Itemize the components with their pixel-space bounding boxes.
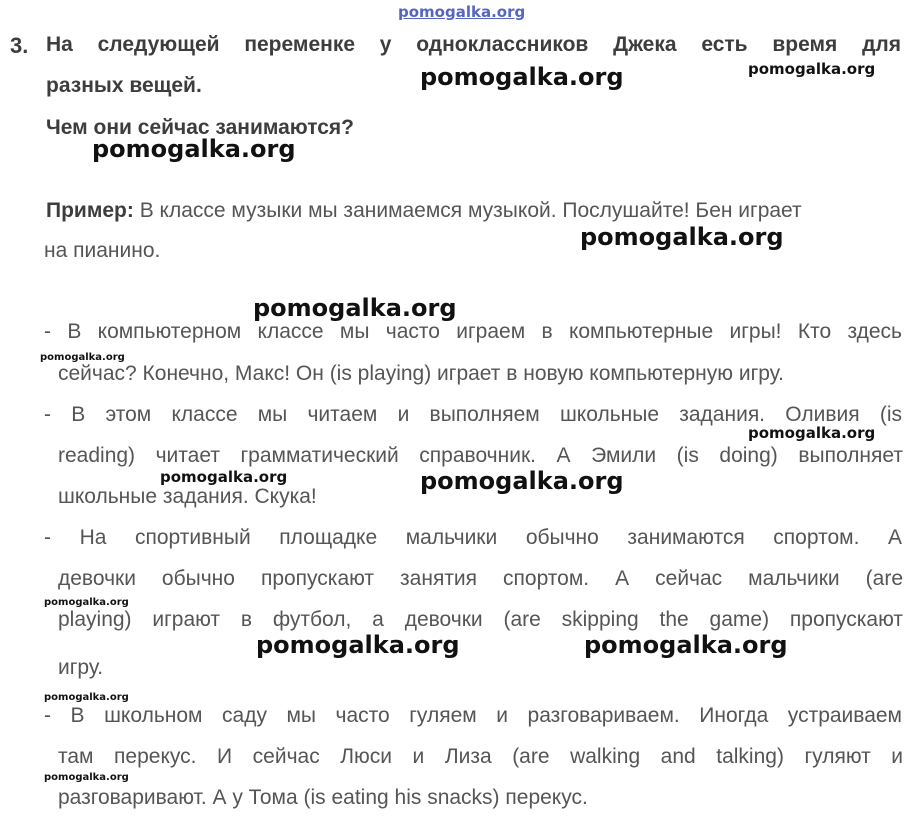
example-text: В классе музыки мы занимаемся музыкой. Послушайте! Бен играет [133, 199, 802, 222]
watermark: pomogalka.org [580, 223, 784, 251]
example-line-1 [46, 199, 802, 223]
watermark: pomogalka.org [584, 631, 788, 659]
watermark: pomogalka.org [44, 772, 129, 783]
example-label: Пример: [46, 199, 134, 222]
watermark-top: pomogalka.org [398, 3, 526, 21]
paragraph-3-line-4: игру. [58, 656, 104, 679]
task-text-line-2: разных вещей. [46, 74, 202, 97]
watermark: pomogalka.org [748, 60, 876, 78]
watermark: pomogalka.org [748, 424, 876, 442]
paragraph-3-line-2: девочки обычно пропускают занятия спортом. А сейчас мальчики (are [58, 567, 903, 590]
paragraph-2-line-2: reading) читает грамматический справочник. А Эмили (is doing) выполняет [58, 444, 903, 467]
paragraph-4-line-1: - В школьном саду мы часто гуляем и разговариваем. Иногда устраиваем [44, 704, 902, 727]
paragraph-1-line-2: сейчас? Конечно, Макс! Он (is playing) играет в новую компьютерную игру. [58, 362, 784, 385]
paragraph-2-line-3: школьные задания. Скука! [58, 485, 317, 508]
watermark: pomogalka.org [420, 63, 624, 91]
watermark: pomogalka.org [256, 631, 460, 659]
task-number: 3. [10, 33, 29, 58]
task-question: Чем они сейчас занимаются? [46, 116, 354, 139]
paragraph-3-line-3: playing) играют в футбол, а девочки (are skipping the game) пропускают [58, 608, 903, 631]
paragraph-2-line-1: - В этом классе мы читаем и выполняем школьные задания. Оливия (is [44, 403, 902, 426]
watermark: pomogalka.org [420, 467, 624, 495]
watermark: pomogalka.org [44, 597, 129, 608]
paragraph-3-line-1: - На спортивный площадке мальчики обычно занимаются спортом. А [44, 526, 902, 549]
task-text-line-1: На следующей переменке у одноклассников Джека есть время для [46, 33, 901, 56]
watermark: pomogalka.org [160, 468, 288, 486]
watermark: pomogalka.org [253, 294, 457, 322]
paragraph-4-line-2: там перекус. И сейчас Люси и Лиза (are walking and talking) гуляют и [58, 745, 903, 768]
watermark: pomogalka.org [40, 352, 125, 363]
watermark: pomogalka.org [92, 135, 296, 163]
watermark: pomogalka.org [44, 692, 129, 703]
paragraph-1-line-1: - В компьютерном классе мы часто играем в компьютерные игры! Кто здесь [44, 320, 902, 343]
example-line-2: на пианино. [44, 239, 161, 262]
paragraph-4-line-3: разговаривают. А у Тома (is eating his snacks) перекус. [58, 786, 588, 809]
